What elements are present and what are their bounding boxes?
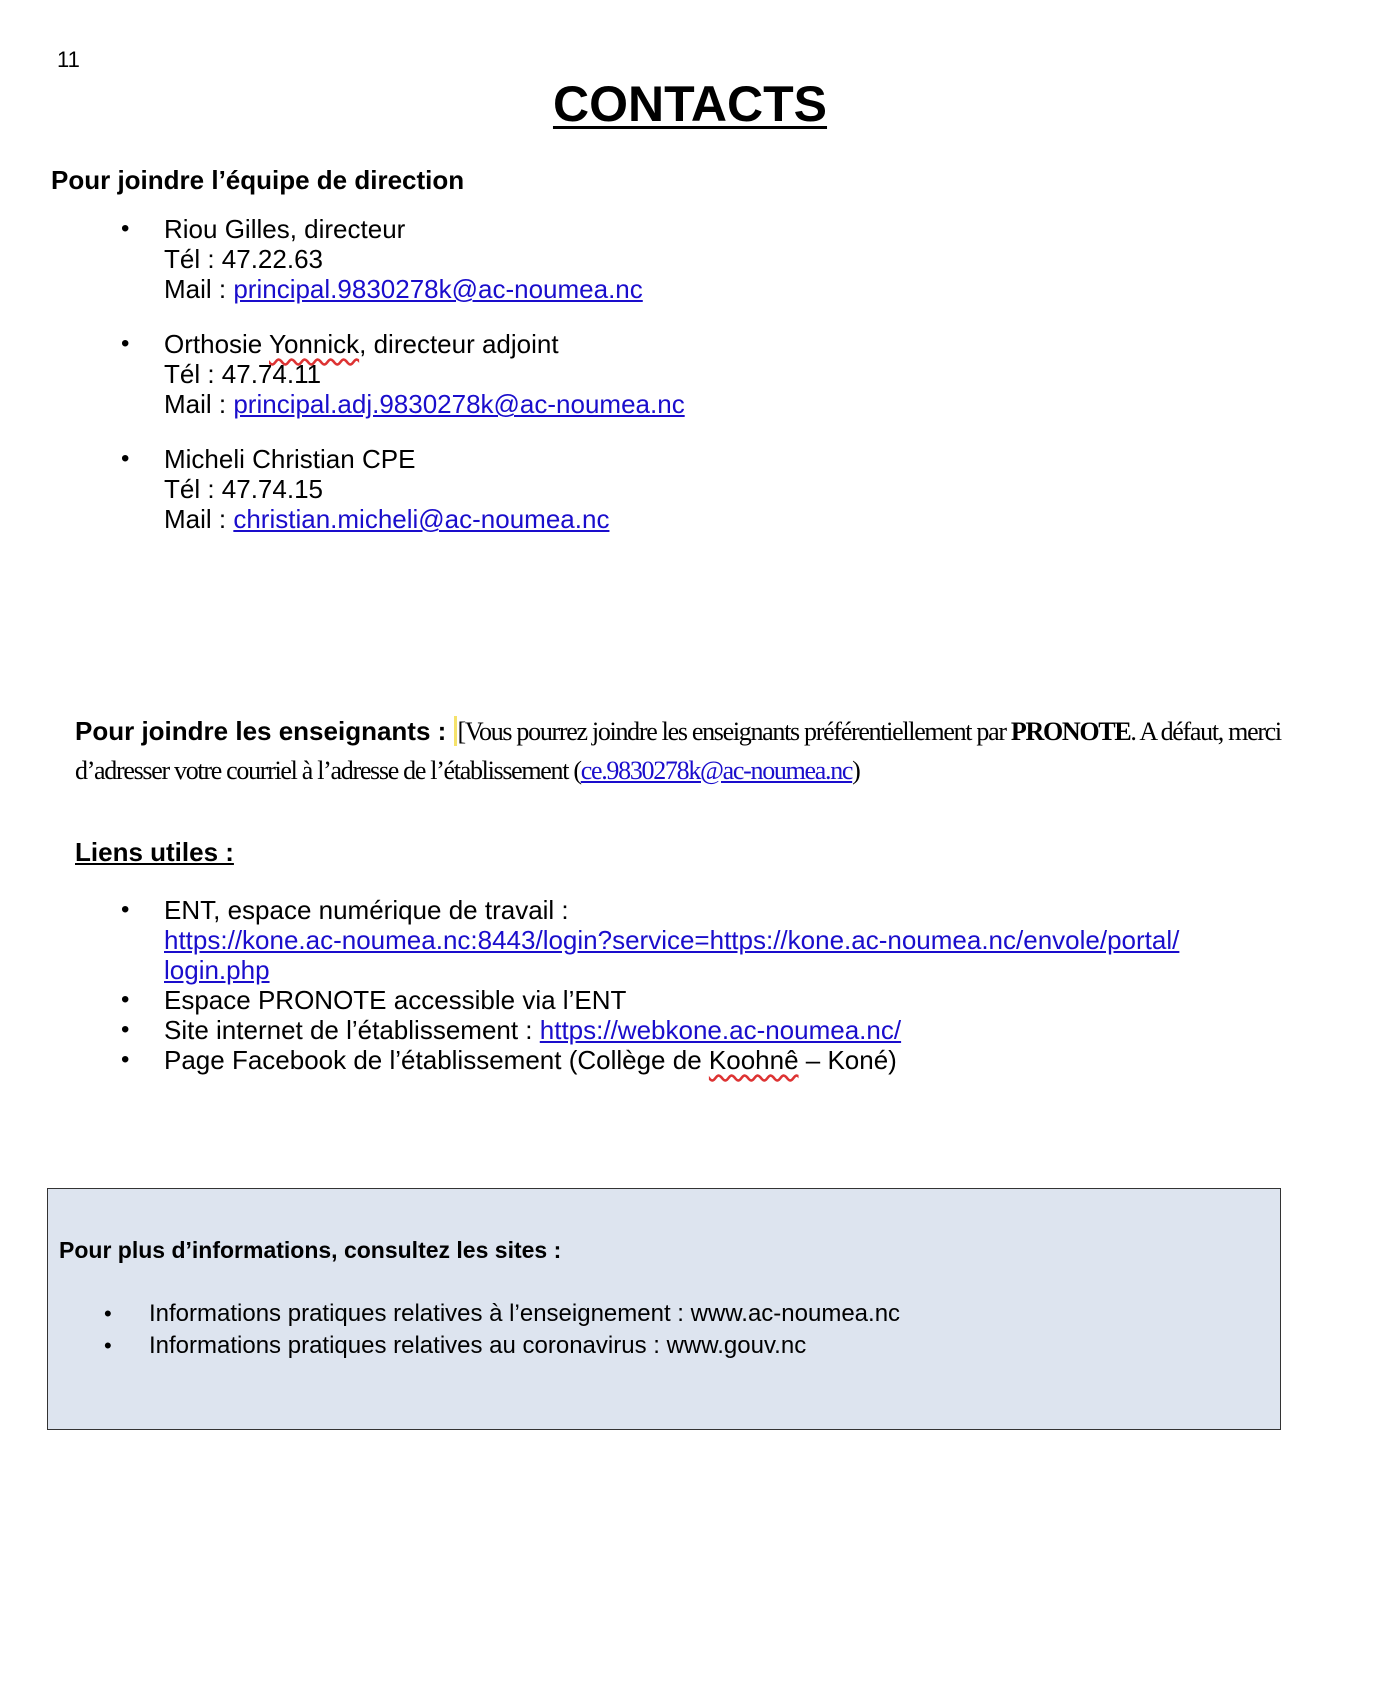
ent-link-continued[interactable]: login.php [164,955,270,985]
teachers-email-link[interactable]: ce.9830278k@ac-noumea.nc [580,756,853,785]
ent-label: ENT, espace numérique de travail : [164,895,569,925]
site-item: Site internet de l’établissement : https://webkone.ac-noumea.nc/ [164,1015,902,1045]
contact-mail: Mail : christian.micheli@ac-noumea.nc [164,504,610,534]
teachers-paragraph [75,712,1335,790]
ent-link[interactable]: https://kone.ac-noumea.nc:8443/login?service=https://kone.ac-noumea.nc/envole/portal/ [164,925,1180,955]
contact-mail: Mail : principal.adj.9830278k@ac-noumea.nc [164,389,685,419]
bullet: • [121,896,130,923]
spellcheck-word: Yonnick [269,329,360,359]
bullet: • [104,1301,112,1326]
bullet: • [121,1046,130,1073]
info-box [47,1188,1281,1430]
teachers-text: [Vous pourrez joindre les enseignants préférentiellement par PRONOTE. A défaut, merci d’adresser votre courriel à l’adresse de l’établissement (ce.9830278k@ac-noumea.nc) [75,717,1281,785]
contact-tel: Tél : 47.74.11 [164,359,322,389]
facebook-item: Page Facebook de l’établissement (Collège de Koohnê – Koné) [164,1045,897,1075]
contact-name: Riou Gilles, directeur [164,214,406,244]
contact-tel: Tél : 47.74.15 [164,474,323,504]
text-cursor [454,716,457,746]
bullet: • [121,445,130,472]
info-item: Informations pratiques relatives à l’enseignement : www.ac-noumea.nc [149,1300,901,1327]
page-title: CONTACTS [552,76,828,132]
page-number: 11 [57,47,80,72]
info-box-title: Pour plus d’informations, consultez les sites : [59,1237,562,1263]
direction-heading: Pour joindre l’équipe de direction [51,165,465,195]
bullet: • [121,330,130,357]
bullet: • [121,215,130,242]
teachers-label: Pour joindre les enseignants : [75,716,454,746]
mail-link[interactable]: christian.micheli@ac-noumea.nc [233,504,610,534]
contact-tel: Tél : 47.22.63 [164,244,323,274]
pronote-item: Espace PRONOTE accessible via l’ENT [164,985,627,1015]
contact-name: Micheli Christian CPE [164,444,416,474]
contact-mail: Mail : principal.9830278k@ac-noumea.nc [164,274,643,304]
bullet: • [121,986,130,1013]
contact-name: Orthosie Yonnick, directeur adjoint [164,329,559,359]
links-heading: Liens utiles : [75,837,234,867]
bullet: • [121,1016,130,1043]
bullet: • [104,1333,112,1358]
spellcheck-word: Koohnê [708,1045,799,1075]
site-link[interactable]: https://webkone.ac-noumea.nc/ [539,1015,902,1045]
mail-link[interactable]: principal.adj.9830278k@ac-noumea.nc [233,389,685,419]
info-item: Informations pratiques relatives au coronavirus : www.gouv.nc [149,1332,807,1359]
mail-link[interactable]: principal.9830278k@ac-noumea.nc [233,274,643,304]
